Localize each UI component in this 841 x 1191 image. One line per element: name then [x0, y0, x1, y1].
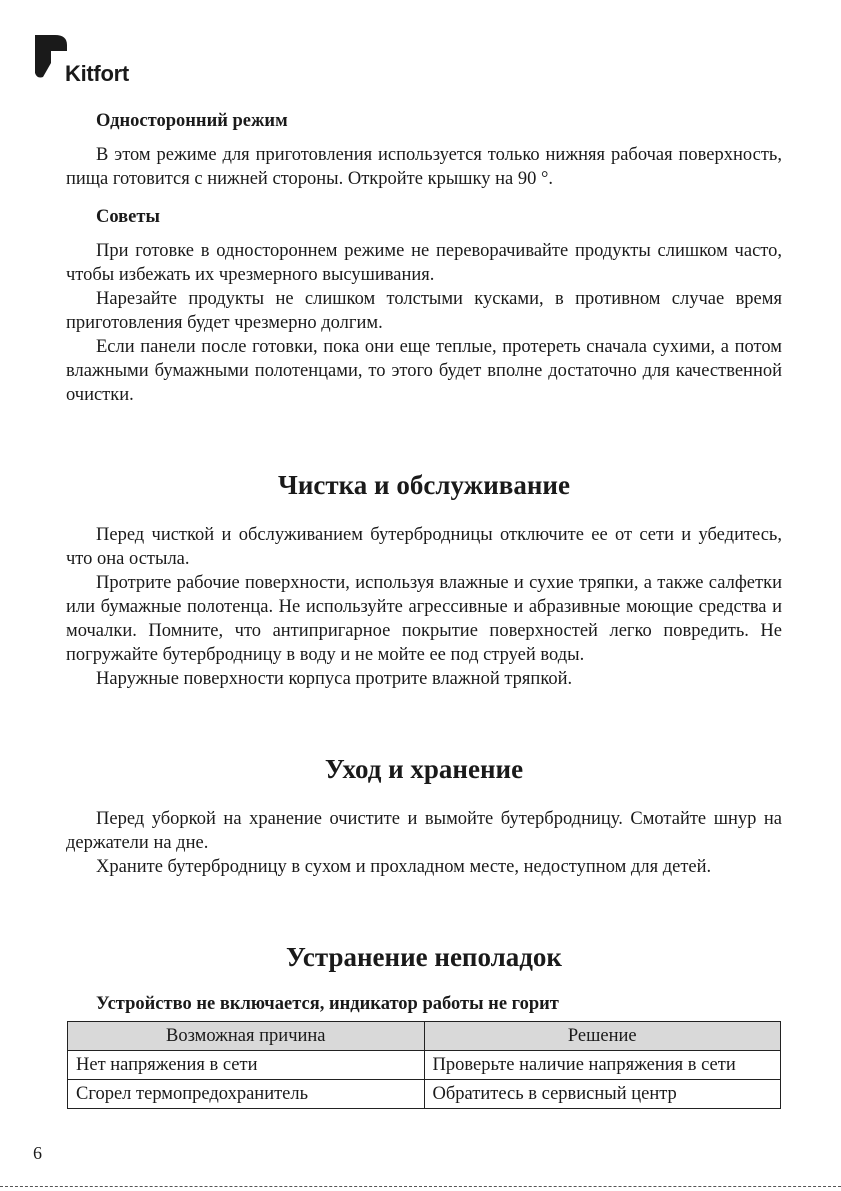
paragraph: В этом режиме для приготовления используется только нижняя рабочая поверхность, пища готовится с нижней стороны. Откройте крышку на 90 °. [66, 145, 782, 189]
table-header-row [68, 1022, 781, 1051]
table-cell: Нет напряжения в сети [68, 1051, 425, 1080]
column-header-cause: Возможная причина [68, 1022, 425, 1051]
table-row [68, 1051, 781, 1080]
paragraph: При готовке в одностороннем режиме не переворачивайте продукты слишком часто, чтобы избежать их чрезмерного высушивания. [66, 241, 782, 285]
paragraph: Нарезайте продукты не слишком толстыми кусками, в противном случае время приготовления будет чрезмерно долгим. [66, 289, 782, 333]
section-troubleshooting [66, 941, 782, 1109]
page-bottom-divider [0, 1186, 841, 1187]
table-cell: Обратитесь в сервисный центр [424, 1080, 781, 1109]
column-header-solution: Решение [424, 1022, 781, 1051]
section-cleaning [66, 469, 782, 691]
paragraph: Перед чисткой и обслуживанием бутербродницы отключите ее от сети и убедитесь, что она остыла. [66, 525, 782, 569]
section-title: Односторонний режим [96, 111, 288, 131]
paragraph: Наружные поверхности корпуса протрите влажной тряпкой. [96, 669, 573, 689]
section-storage [66, 753, 782, 879]
paragraph: Перед уборкой на хранение очистите и вымойте бутербродницу. Смотайте шнур на держатели на дне. [66, 809, 782, 853]
table-cell: Проверьте наличие напряжения в сети [424, 1051, 781, 1080]
section-heading: Уход и хранение [324, 754, 524, 784]
paragraph: Храните бутербродницу в сухом и прохладном месте, недоступном для детей. [96, 857, 712, 877]
document-body [66, 108, 782, 1109]
table-row [68, 1080, 781, 1109]
page-number: 6 [33, 1143, 42, 1163]
table-cell: Сгорел термопредохранитель [68, 1080, 425, 1109]
section-heading: Чистка и обслуживание [278, 470, 570, 500]
paragraph: Протрите рабочие поверхности, используя влажные и сухие тряпки, а также салфетки или бумажные полотенца. Не используйте агрессивные и абразивные моющие средства и мочалки. Помните, что антипригарное покрытие поверхностей легко повредить. Не погружайте бутербродницу в воду и не мойте ее под струей воды. [66, 573, 782, 665]
section-tips [66, 204, 782, 407]
section-heading: Устранение неполадок [286, 942, 562, 972]
section-title: Советы [96, 207, 160, 227]
troubleshooting-table [67, 1021, 781, 1109]
problem-title: Устройство не включается, индикатор работы не горит [96, 994, 559, 1014]
paragraph: Если панели после готовки, пока они еще теплые, протереть сначала сухими, а потом влажными бумажными полотенцами, то этого будет вполне достаточно для качественной очистки. [66, 337, 782, 405]
brand-logo [33, 33, 143, 89]
section-one-sided [66, 108, 782, 191]
brand-name: Kitfort [65, 61, 129, 86]
